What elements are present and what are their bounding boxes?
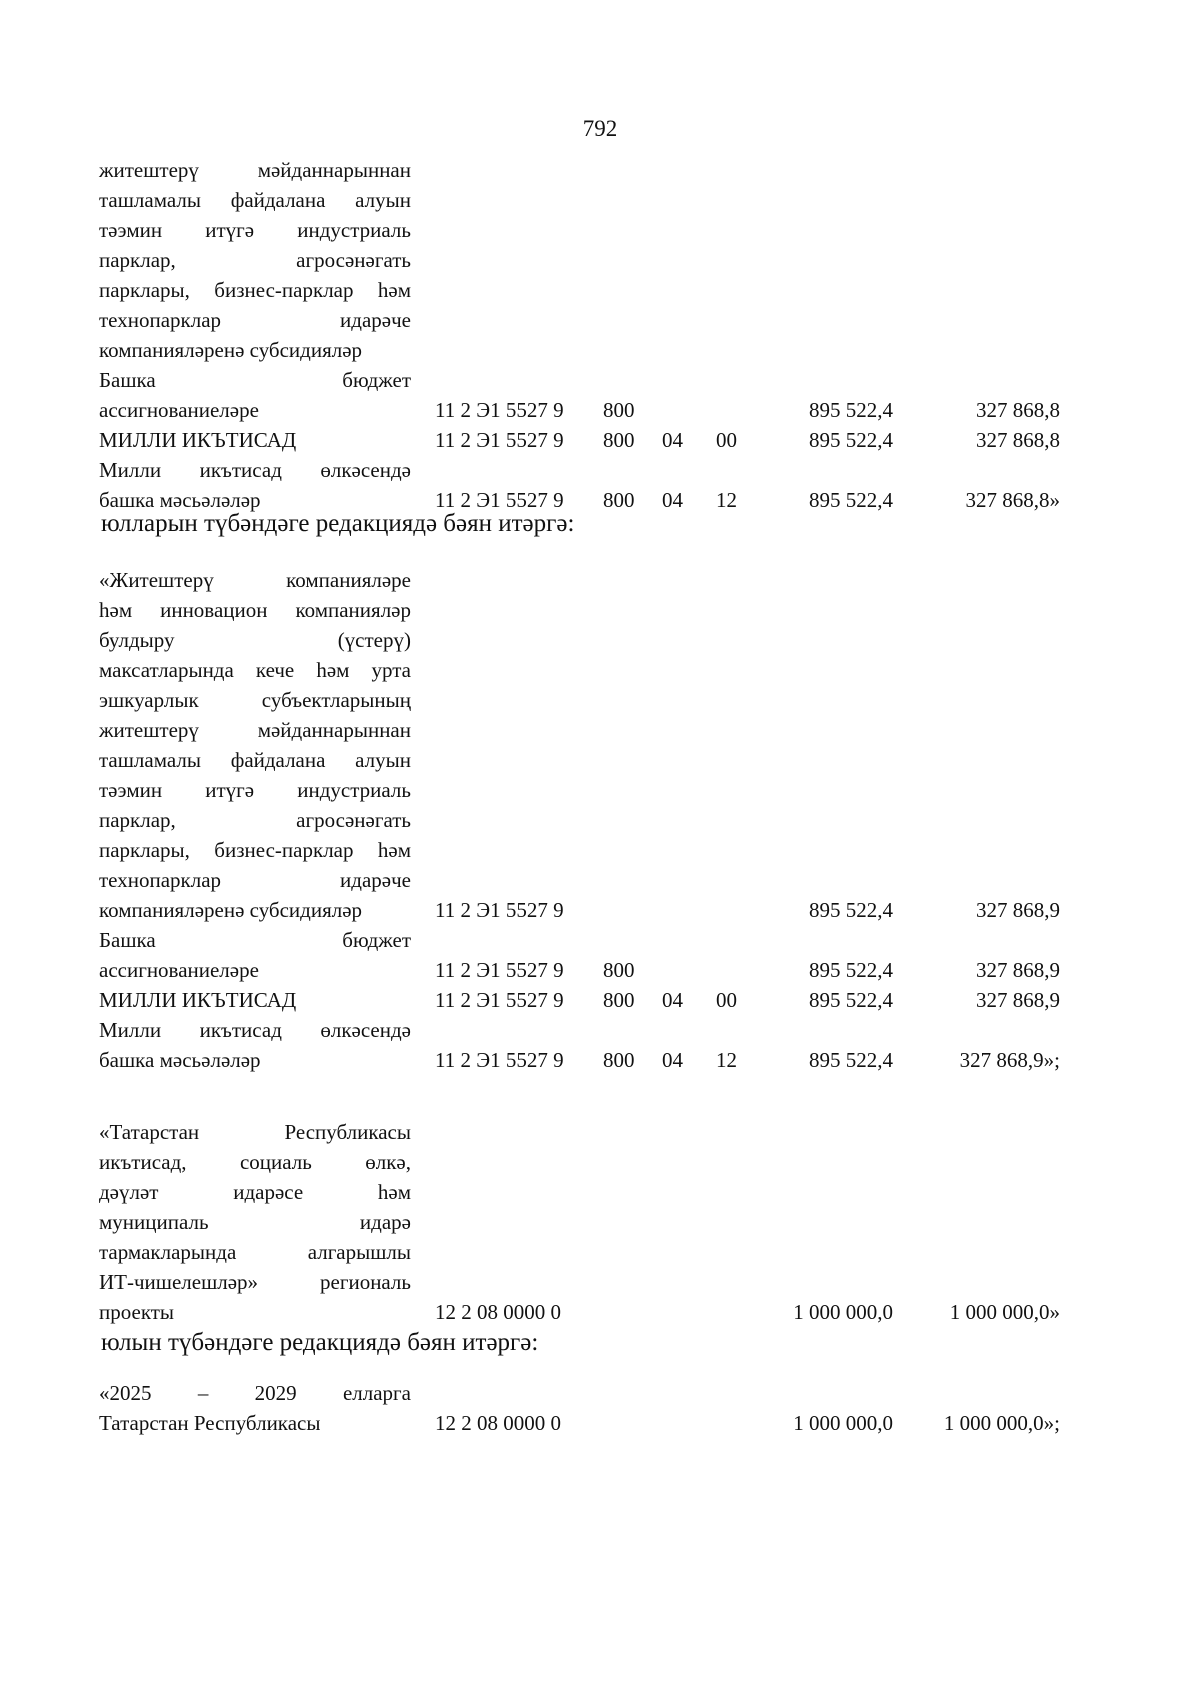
row-name-line: житештерү мәйданнарыннан (99, 718, 411, 742)
row-name (99, 985, 411, 1015)
section-code: 04 (662, 488, 683, 512)
target-article-code: 11 2 Э1 5527 9 (435, 1048, 564, 1072)
target-article-code: 11 2 Э1 5527 9 (435, 898, 564, 922)
page-number: 792 (582, 116, 618, 141)
row-name-line: парклар, агросәнәгать (99, 248, 411, 272)
row-name-line: парклары, бизнес-парклар һәм (99, 278, 411, 302)
amount-year-1: 895 522,4 (809, 958, 893, 982)
target-article-code: 11 2 Э1 5527 9 (435, 398, 564, 422)
table-row (99, 365, 1119, 425)
amount-year-2: 327 868,8 (976, 428, 1060, 452)
amount-year-2: 327 868,8 (976, 398, 1060, 422)
subsection-code: 00 (716, 428, 737, 452)
row-name-line: ташламалы файдалана алуын (99, 748, 411, 772)
expense-type-code: 800 (603, 988, 635, 1012)
row-name-line: максатларында кече һәм урта (99, 658, 411, 682)
row-name-line: парклар, агросәнәгать (99, 808, 411, 832)
row-name-line: «Житештерү компанияләре (99, 568, 411, 592)
expense-type-code: 800 (603, 488, 635, 512)
subsection-code: 12 (716, 1048, 737, 1072)
expense-type-code: 800 (603, 398, 635, 422)
row-name (99, 1378, 411, 1438)
row-name-line: МИЛЛИ ИКЪТИСАД (99, 988, 297, 1012)
row-name-line: компанияләренә субсидияләр (99, 898, 363, 922)
row-name-line: икътисад, социаль өлкә, (99, 1150, 411, 1174)
row-name-line: МИЛЛИ ИКЪТИСАД (99, 428, 297, 452)
row-name (99, 1117, 411, 1327)
instruction-text-2: юлын түбәндәге редакциядә бәян итәргә: (101, 1329, 539, 1356)
table-row (99, 985, 1119, 1015)
amount-year-2: 327 868,9»; (959, 1048, 1060, 1072)
table-row (99, 1378, 1119, 1438)
amount-year-1: 895 522,4 (809, 428, 893, 452)
target-article-code: 11 2 Э1 5527 9 (435, 988, 564, 1012)
expense-type-code: 800 (603, 1048, 635, 1072)
row-name-line: технопарклар идарәче (99, 308, 411, 332)
row-name-line: булдыру (үстерү) (99, 628, 411, 652)
amount-year-1: 895 522,4 (809, 988, 893, 1012)
amount-year-2: 327 868,9 (976, 988, 1060, 1012)
table-row (99, 455, 1119, 515)
table-row (99, 1117, 1119, 1327)
table-row (99, 925, 1119, 985)
row-name-line: парклары, бизнес-парклар һәм (99, 838, 411, 862)
row-name-line: житештерү мәйданнарыннан (99, 158, 411, 182)
table-block-1 (99, 155, 1119, 515)
amount-year-1: 895 522,4 (809, 398, 893, 422)
amount-year-2: 327 868,9 (976, 958, 1060, 982)
amount-year-2: 1 000 000,0» (949, 1300, 1060, 1324)
target-article-code: 12 2 08 0000 0 (435, 1411, 561, 1435)
row-name-line: «2025 – 2029 елларга (99, 1381, 411, 1405)
table-block-4 (99, 1378, 1119, 1438)
amount-year-1: 895 522,4 (809, 488, 893, 512)
amount-year-1: 1 000 000,0 (793, 1411, 893, 1435)
target-article-code: 12 2 08 0000 0 (435, 1300, 561, 1324)
subsection-code: 12 (716, 488, 737, 512)
row-name (99, 455, 411, 515)
table-block-3 (99, 1117, 1119, 1327)
row-name-line: проекты (99, 1300, 175, 1324)
row-name-line: технопарклар идарәче (99, 868, 411, 892)
row-name-line: тәэмин итүгә индустриаль (99, 218, 411, 242)
table-block-2 (99, 565, 1119, 1075)
section-code: 04 (662, 988, 683, 1012)
row-name-line: тармакларында алгарышлы (99, 1240, 411, 1264)
section-code: 04 (662, 428, 683, 452)
row-name-line: башка мәсьәләләр (99, 1048, 261, 1072)
row-name (99, 425, 411, 455)
row-name-line: муниципаль идарә (99, 1210, 411, 1234)
expense-type-code: 800 (603, 958, 635, 982)
row-name-line: тәэмин итүгә индустриаль (99, 778, 411, 802)
row-name-line: Татарстан Республикасы (99, 1411, 321, 1435)
section-code: 04 (662, 1048, 683, 1072)
row-name-line: эшкуарлык субъектларының (99, 688, 411, 712)
amount-year-2: 327 868,8» (965, 488, 1060, 512)
row-name-line: ташламалы файдалана алуын (99, 188, 411, 212)
row-name-line: Милли икътисад өлкәсендә (99, 458, 411, 482)
row-name-line: һәм инновацион компанияләр (99, 598, 411, 622)
amount-year-1: 895 522,4 (809, 898, 893, 922)
row-name-line: Милли икътисад өлкәсендә (99, 1018, 411, 1042)
row-name (99, 565, 411, 925)
row-name-line: ассигнованиеләре (99, 958, 259, 982)
row-name-continuation (99, 155, 411, 365)
target-article-code: 11 2 Э1 5527 9 (435, 958, 564, 982)
row-name-line: ассигнованиеләре (99, 398, 259, 422)
amount-year-1: 895 522,4 (809, 1048, 893, 1072)
row-name-line: компанияләренә субсидияләр (99, 338, 363, 362)
amount-year-1: 1 000 000,0 (793, 1300, 893, 1324)
row-name-line: Башка бюджет (99, 368, 411, 392)
row-name-line: башка мәсьәләләр (99, 488, 261, 512)
row-name (99, 1015, 411, 1075)
row-name (99, 365, 411, 425)
target-article-code: 11 2 Э1 5527 9 (435, 488, 564, 512)
table-row (99, 565, 1119, 925)
instruction-text-1: юлларын түбәндәге редакциядә бәян итәргә: (101, 510, 575, 537)
amount-year-2: 1 000 000,0»; (943, 1411, 1060, 1435)
row-name-line: ИТ-чишелешләр» региональ (99, 1270, 411, 1294)
table-row (99, 1015, 1119, 1075)
table-row (99, 425, 1119, 455)
target-article-code: 11 2 Э1 5527 9 (435, 428, 564, 452)
row-name-line: дәүләт идарәсе һәм (99, 1180, 411, 1204)
amount-year-2: 327 868,9 (976, 898, 1060, 922)
row-name (99, 925, 411, 985)
row-name-line: Башка бюджет (99, 928, 411, 952)
subsection-code: 00 (716, 988, 737, 1012)
expense-type-code: 800 (603, 428, 635, 452)
row-name-line: «Татарстан Республикасы (99, 1120, 411, 1144)
